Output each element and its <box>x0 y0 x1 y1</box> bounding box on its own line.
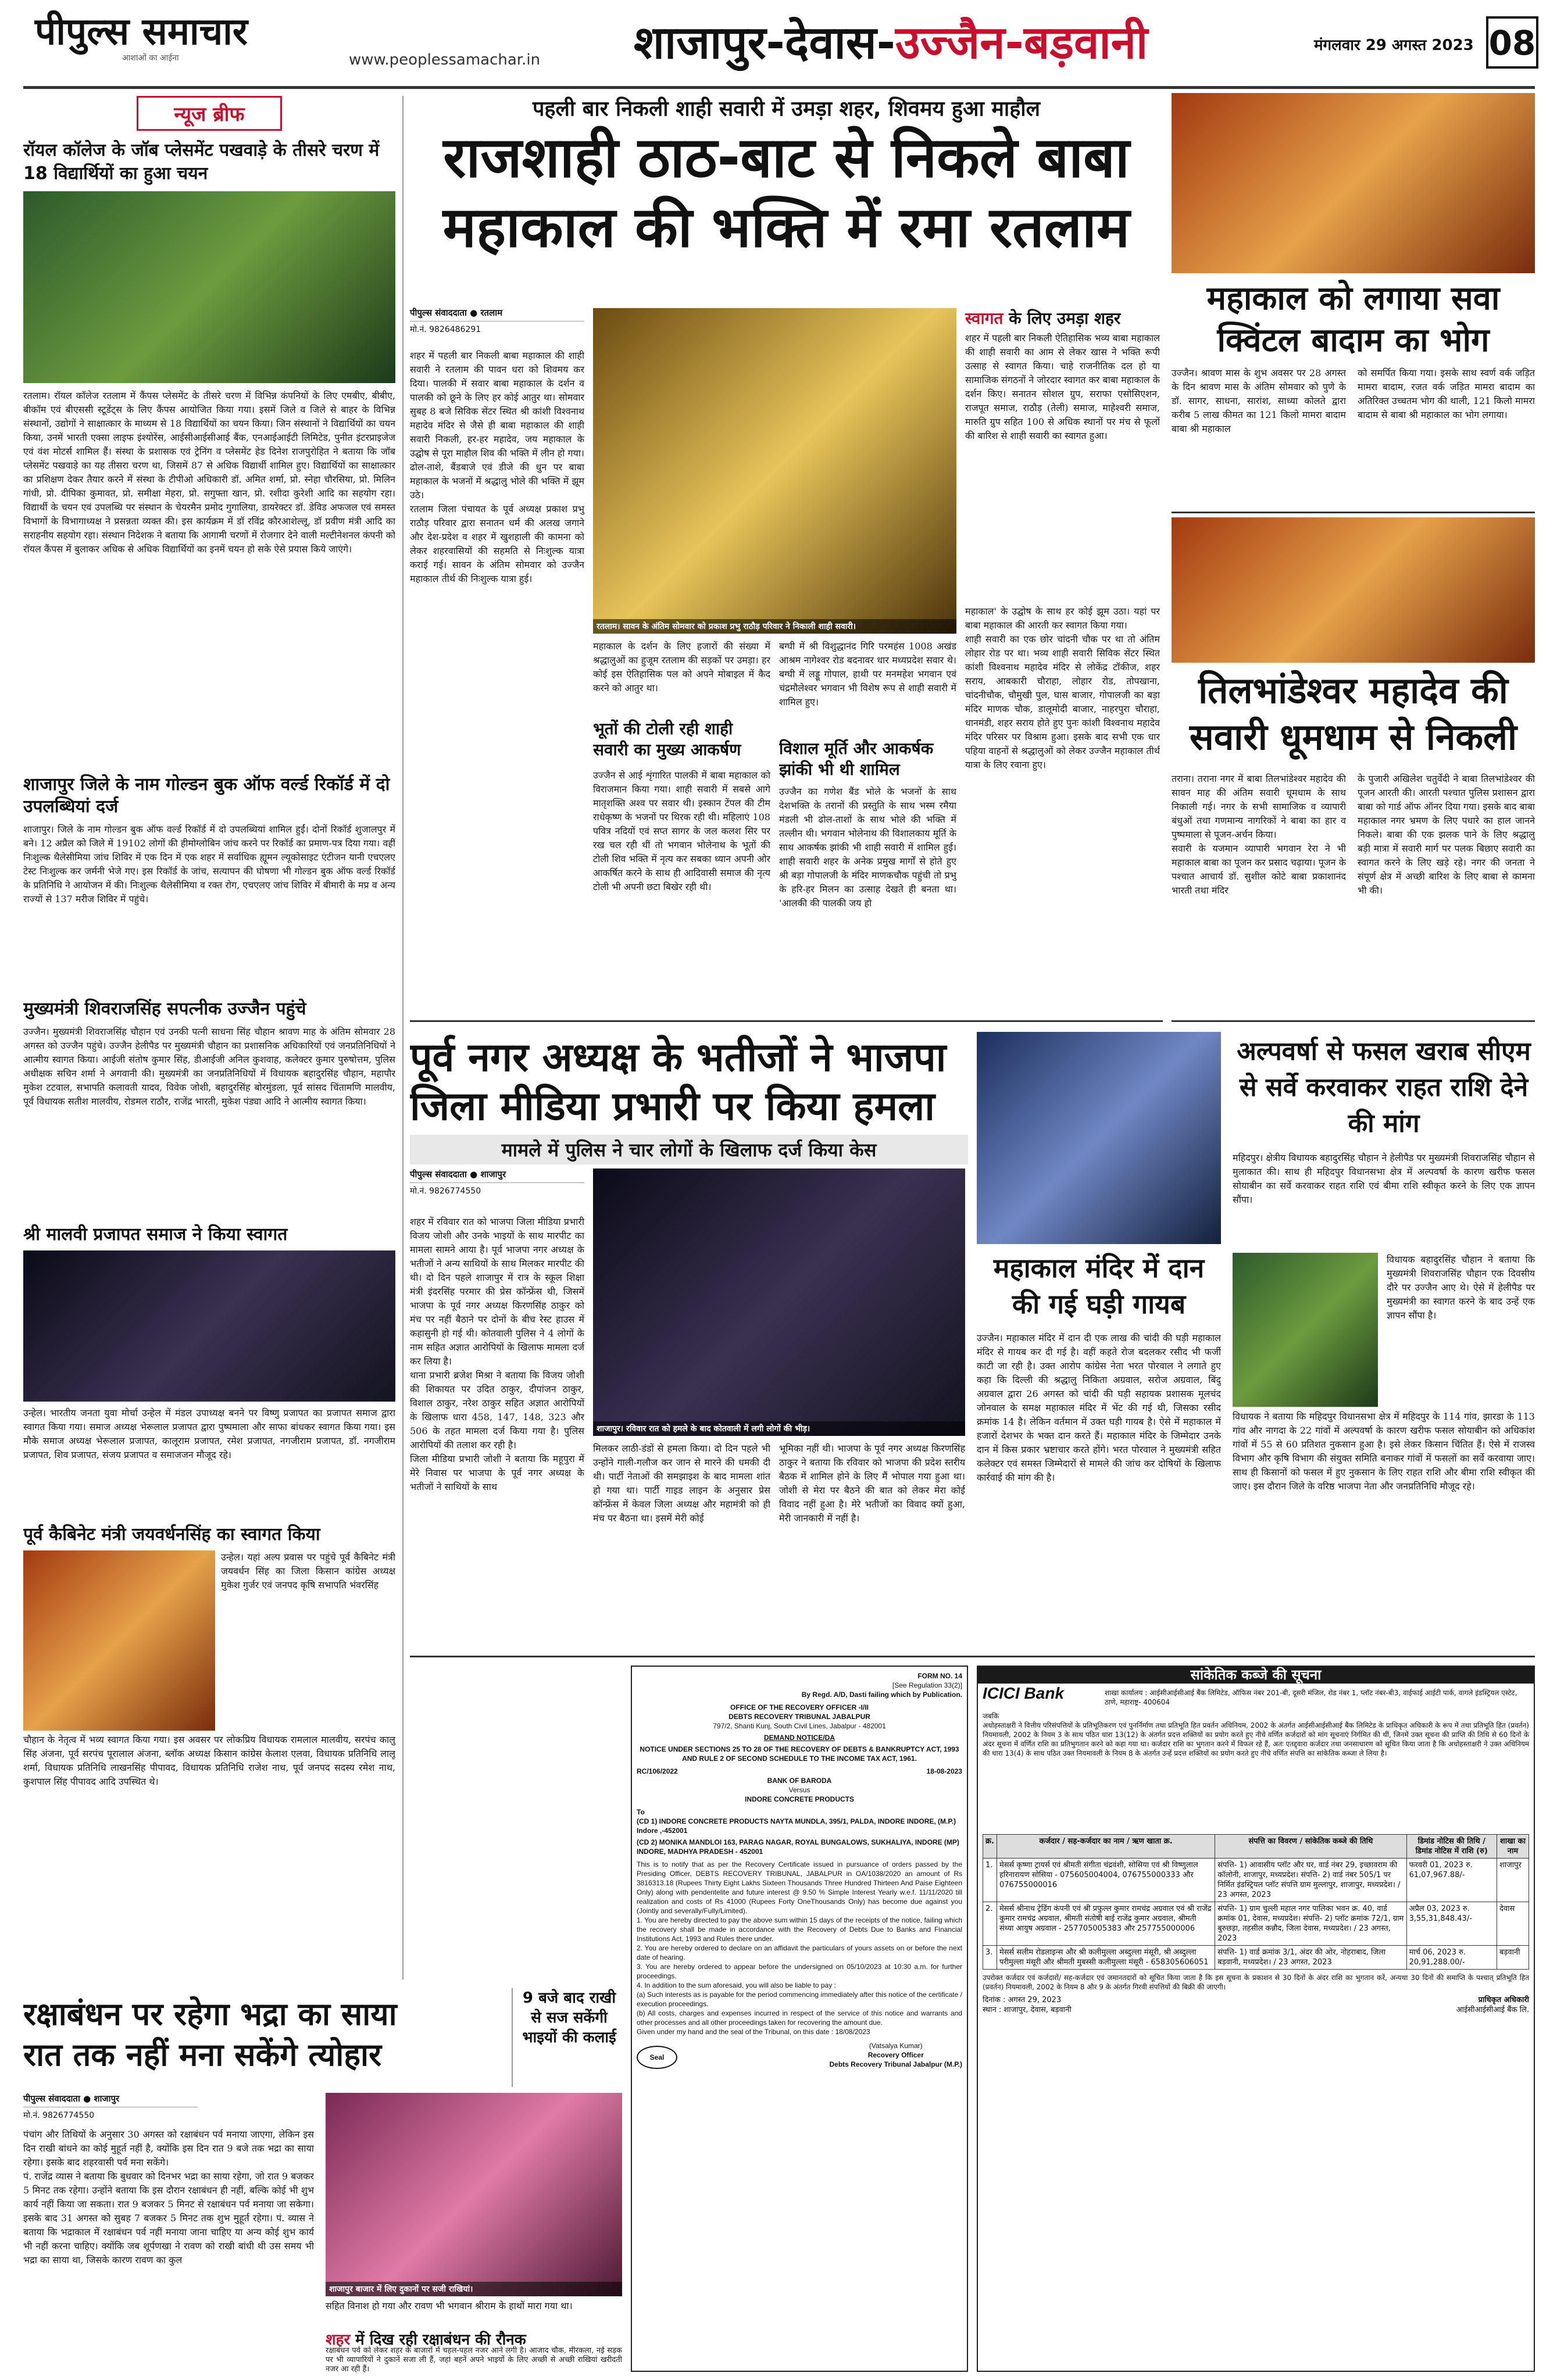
raksha-byline <box>23 2093 198 2121</box>
lead-col-3: महाकाल के दर्शन के लिए हजारों की संख्या में श्रद्धालुओं का हुजूम रतलाम की सड़कों पर उमड़ा। हर कोई इस ऐतिहासिक पल को अपने मोबाइल में कैद करने को आतुर था। <box>593 641 770 694</box>
lead-photo-caption: रतलाम। सावन के अंतिम सोमवार को प्रकाश प्रभु राठौड़ परिवार ने निकाली शाही सवारी। <box>593 619 956 634</box>
icici-logo: ICICI Bank <box>983 1684 1065 1702</box>
raksha-body: पंचांग और तिथियों के अनुसार 30 अगस्त को रक्षाबंधन पर्व मनाया जाएगा, लेकिन इस दिन राखी बांधने का कोई मुहूर्त नहीं है, क्योंकि इस दिन रात 9 बजे तक भद्रा का साया रहेगा। इसके बाद शहरवासी पर्व मना सकेंगे। पं. राजेंद्र व्यास ने बताया कि बुधवार को दिनभर भद्रा का साया रहेगा, जो रात 9 बजकर 5 मिनट तक रहेगा। उन्होंने बताया कि इस दौरान रक्षाबंधन ही नहीं, बल्कि कोई भी शुभ कार्य नहीं किया जा सकता। रात 9 बजकर 5 मिनट से रक्षाबंधन पर्व मनाया जा सकेगा। इसके बाद 31 अगस्त को सुबह 7 बजकर 5 मिनट तक शुभ मुहूर्त रहेगा। पं. व्यास ने बताया कि भद्राकाल में रक्षाबंधन पर्व नहीं मनाया जाना चाहिए या अन्य कोई शुभ कार्य भी नहीं करना चाहिए। क्योंकि जब शूर्पणखा ने रावण को राखी बांधी थी उस समय भी भद्रा का साया था, जिसके कारण रावण का कुल <box>23 2129 314 2265</box>
raksha-body-b: सहित विनाश हो गया और रावण भी भगवान श्रीराम के हाथों मारा गया था। <box>326 2300 573 2311</box>
lead-col-4: बग्घी में श्री विशुद्धानंद गिरि परमहंस 1008 अखंड आश्रम नागेश्वर रोड बदनावर धार मध्यप्रदेश सवार थे। बग्घी में लड्डू गोपाल, हाथी पर मनमहेश भगवान एवं चंद्रमौलेश्वर भगवान भी विशेष रूप से शाही सवारी में शामिल हुए। <box>779 641 956 707</box>
right-bottom-rule <box>1172 1020 1535 1022</box>
icici-notice <box>977 1666 1535 2372</box>
tilbhandeshwar-body-a: तराना। तराना नगर में बाबा तिलभांडेश्वर महादेव की सावन माह की अंतिम सवारी धूमधाम के साथ निकाली गई। नगर के सभी सामाजिक व व्यापारी बंधुओं तथा गणमान्य नागरिकों ने बाबा का हार व पुष्पमाला से पूजन-अर्चन किया। सवारी के यजमान व्यापारी भगवान रेरा ने भी महाकाल बाबा का पूजन कर प्रसाद चढ़ाया। पूजन के पश्चात आचार्य डॉ. सुशील कोटे बाबा प्रकाशानंद भारती तथा मंदिर <box>1172 773 1346 896</box>
lead-side-kicker: स्वागत <box>965 309 1004 328</box>
raksha-byline-text: पीपुल्स संवाददाता ● शाजापुर <box>23 2093 120 2104</box>
brief-3-headline: मुख्यमंत्री शिवराजसिंह सपत्नीक उज्जैन पहुंचे <box>23 999 306 1019</box>
brief-4-body: उन्हेल। भारतीय जनता युवा मोर्चा उन्हेल में मंडल उपाध्यक्ष बनने पर विष्णु प्रजापत का प्रजापत समाज द्वारा स्वागत किया गया। समाज अध्यक्ष भेरूलाल प्रजापत द्वारा पुष्पमाला और साफा बांधकर स्वागत किया गया। इस मौके समाज अध्यक्ष भेरूलाल प्रजापत, कालूराम प्रजापत, रमेश प्रजापत, नगजीराम प्रजापत, डॉ. नगजीराम प्रजापत, शिव प्रजापत, संजय प्रजापत व समाजजन मौजूद रहे। <box>23 1407 395 1460</box>
lead-bottom-rule <box>410 1020 1163 1022</box>
crop-body-c: विधायक ने बताया कि महिदपुर विधानसभा क्षेत्र में महिदपुर के 114 गांव, झारडा के 113 गांव और नागदा के 22 गांवों में अल्पवर्षा के कारण खरीफ फसल सोयाबीन को अधिकांश गांवों में 55 से 60 प्रतिशत नुकसान हुआ है। इसे लेकर किसान चिंतित हैं। ऐसे में राजस्व विभाग और कृषि विभाग की संयुक्त समिति बनाकर गांवों में फसलों का सर्वे करवाया जाए। साथ ही किसानों को फसल में हुए नुकसान के लिए राहत राशि और बीमा राशि स्वीकृत की जाए। इस दौरान जिले के वरिष्ठ भाजपा नेता और जनप्रतिनिधि मौजूद रहे। <box>1233 1411 1535 1492</box>
brief-1-body: रतलाम। रॉयल कॉलेज रतलाम में कैंपस प्लेसमेंट के तीसरे चरण में विभिन्न कंपनियों के लिए एमबीए, बीबीए, बीकॉम एवं बीएससी स्टूडेंट्स के लिए कैंपस आयोजित किया गया। इसमें जिले व जिले से बाहर के विभिन्न संस्थानों, उद्योगों ने साक्षात्कार के माध्यम से 18 विद्यार्थियों का चयन किया। जिन संस्थानों ने विद्यार्थियों का चयन किया, उनमें भारती एक्सा लाइफ इंश्योरेंस, आईसीआईसीआई बैंक, एनआईआईटी लिमिटेड, पुनीत इंटरप्राइजेज एवं वंश मोटर्स शामिल हैं। संस्था के प्रशासक एवं ट्रेनिंग व प्लेसमेंट हेड दिनेश राजपुरोहित ने बताया कि जॉब प्लेसमेंट पखवाड़े का यह तीसरा चरण था, जिसमें 87 से अधिक विद्यार्थी शामिल हुए। विद्यार्थियों का साक्षात्कार का प्रशिक्षण देकर तैयार करने में संस्था के टीपीओ अधिकारी डॉ. अमित शर्मा, प्रो. स्नेहा चौरसिया, प्रो. मिलिन गांधी, प्रो. दीपिका कुमावत, प्रो. समीक्षा मेहरा, प्रो. सगुफ्ता खान, प्रो. रशीदा कुरेशी आदि का सहयोग रहा। विद्यार्थी के चयन एवं उपलब्धि पर संस्थान के चेयरमैन प्रमोद गुगालिया, डायरेक्टर डॉ. डेविड अफजल एवं समस्त विभागों के विभागाध्यक्ष ने प्रसन्नता व्यक्त की। इस कार्यक्रम में डॉ रविंद्र कौरआशेल्लू, डॉ प्रवीण मंत्री आदि का सराहनीय सहयोग रहा। संस्थान निदेशक ने बताया कि आगामी चरणों में रोजगार देने वाली मल्टीनेशनल कंपनी को रॉयल कैंपस में बुलाकर अधिक से अधिक विद्यार्थियों का इनमें चयन हो सके ऐसे प्रयास किये जाएंगे। <box>23 390 395 555</box>
bjp-phone: मो.नं. 9826774550 <box>410 1182 584 1196</box>
lead-side-col-b: महाकाल' के उद्घोष के साथ हर कोई झूम उठा। यहां पर बाबा महाकाल की आरती कर स्वागत किया गया। शाही सवारी का एक छोर चांदनी चौक पर था तो अंतिम लोहार रोड पर था। भव्य शाही सवारी सिविक सेंटर स्थित कांशी विश्वनाथ महादेव मंदिर से लोकेंद्र टॉकीज, शहर सराय, आबकारी चौराहा, लोहार रोड, तोपखाना, चांदनीचौक, चौमुखी पुल, घास बाजार, गोपालजी का बड़ा मंदिर माणक चौक, डालूमोदी बाजार, नाहरपुरा चौराहा, धानमंडी, शहर सराय होते हुए पुनः कांशी विश्वनाथ महादेव मंदिर परिसर पर विश्राम हुआ। इसके बाद सभी एक धार पहिया वाहनों से श्रद्धालुओं को लेकर उज्जैन महाकाल तीर्थ यात्रा के लिए रवाना हुए। <box>965 606 1160 770</box>
news-brief-column <box>23 96 395 1991</box>
brief-4-photo <box>23 1250 395 1402</box>
lead-subhead-1: भूतों की टोली रही शाही सवारी का मुख्य आकर्षण <box>593 719 741 759</box>
logo <box>35 12 279 76</box>
brief-5-headline: पूर्व कैबिनेट मंत्री जयवर्धनसिंह का स्वागत किया <box>23 1524 320 1545</box>
table-cell: 1. <box>983 1859 997 1902</box>
table-cell: 2. <box>983 1902 997 1946</box>
icici-col-header: शाखा का नाम <box>1497 1835 1529 1859</box>
lead-col-1: शहर में पहली बार निकली बाबा महाकाल की शाही सवारी ने रतलाम की पावन धरा को शिवमय कर दिया। पालकी में सवार बाबा महाकाल के दर्शन व पालकी को छूने के लिए हर कोई आतुर था। सोमवार सुबह 8 बजे सिविक सेंटर स्थित श्री कांशी विश्वनाथ महादेव मंदिर से जैसे ही बाबा महाकाल की शाही सवारी निकली, हर-हर महादेव, जय महाकाल के उद्घोष से पूरा माहौल शिव की भक्ति में लीन हो गया। ढोल-ताशे, बैंडबाजे एवं डीजे की धुन पर बाबा महाकाल के भजनों में श्रद्धालु भोले की भक्ति में झूम उठे। रतलाम जिला पंचायत के पूर्व अध्यक्ष प्रकाश प्रभु राठौड़ परिवार द्वारा सनातन धर्म की अलख जगाने और देश-प्रदेश व शहर में खुशहाली की कामना को लेकर शहरवासियों की सहमति से निःशुल्क यात्रा कराई गई। सावन के अंतिम सोमवार को उज्जैन महाकाल तीर्थ की निःशुल्क यात्रा हुई। <box>410 350 584 584</box>
drt-body: This is to notify that as per the Recovery Certificate issued in pursuance of orders passed by the Presiding Officer, DEBTS RECOVERY TRIBUNAL, JABALPUR in OA/1038/2020 an amount of Rs 3816313.18 (Rupees Thirty Eight Lakhs Sixteen Thousands Three Hundred Thirteen And Paise Eighteen Only) along with pendentelite and future interest @ 9.50 % Simple Interest Yearly w.e.f. 11/11/2020 till realization and costs of Rs 41000 (Rupees Forty OneThousands Only) has become due against you (Jointly and severally/Fully/Limited). 1. You are hereby directed to pay the above sum within 15 days of the receipts of the notice, failing which the recovery shall be made in accordance with the Recovery of Debts Due to Banks and Financial Institutions Act, 1993 and Rules there under. 2. You are hereby ordered to declare on an affidavit the particulars of yours assets on or before the next date of hearing. 3. You are hereby ordered to appear before the undersigned on 05/10/2023 at 10:30 a.m. for further proceedings. 4. In addition to the sum aforesaid, you will also be liable to pay : (a) Such interests as is payable for the period commencing immediately after this notice of the certificate / execution proceedings. (b) All costs, charges and expenses incurred in respect of the service of this notice and warrants and other processes and all other proceedings taken for recovering the amount due. Given under my hand and the seal of the Tribunal, on this date : 18/08/2023 <box>637 1860 962 2036</box>
raksha-body-c: रक्षाबंधन पर्व को लेकर शहर के बाजारों में चहल-पहल नजर आने लगी है। आजाद चौक, मीरकला, नई सड़क पर भी व्यापारियों ने दुकानें सजा ली हैं, जहां बहनें अपने भाइयों के लिए अच्छी से अच्छी राखियां खरीदती नजर आ रही हैं। <box>326 2346 622 2374</box>
left-column-divider <box>402 96 403 1979</box>
mahakal-badam-photo <box>1172 93 1535 273</box>
drt-address: 797/2, Shanti Kunj, South Civil Lines, Jabalpur - 482001 <box>713 1722 886 1730</box>
drt-bank: BANK OF BARODA <box>767 1777 832 1785</box>
bjp-col-1: शहर में रविवार रात को भाजपा जिला मीडिया प्रभारी विजय जोशी और उनके भाइयों के साथ मारपीट का मामला सामने आया है। पूर्व भाजपा नगर अध्यक्ष के भतीजों ने अन्य साथियों के साथ मिलकर मारपीट की थी। दो दिन पहले शाजापुर में रात्र के स्कूल शिक्षा मंत्री इंदरसिंह परमार की प्रेस कॉन्फ्रेंस थी, जिसमें भाजपा के पूर्व नगर अध्यक्ष किरणसिंह ठाकुर को मंच पर नहीं बैठाने पर दोनों के बीच रेस्ट हाउस में कहासुनी हो गई थी। कोतवाली पुलिस ने 4 लोगों के नाम सहित अज्ञात आरोपियों के खिलाफ मामला दर्ज कर लिया है। थाना प्रभारी ब्रजेश मिश्रा ने बताया कि विजय जोशी की शिकायत पर उदित ठाकुर, दीपांजन ठाकुर, विशाल ठाकुर, नरेश ठाकुर सहित अज्ञात आरोपियों के खिलाफ धारा 458, 147, 148, 323 और 506 के तहत मामला दर्ज किया गया है। पुलिस आरोपियों की तलाश कर रही है। जिला मीडिया प्रभारी जोशी ने बताया कि महूपुरा में मेरे निवास पर भाजपा के पूर्व नगर अध्यक्ष के भतीजों ने साथियों के साथ <box>410 1216 584 1492</box>
brief-2-body: शाजापुर। जिले के नाम गोल्डन बुक ऑफ वर्ल्ड रिकॉर्ड में दो उपलब्धियां शामिल हुईं। दोनों रिकॉर्ड शुजालपुर में बने। 12 अप्रैल को जिले में 19102 लोगों की हीमोग्लोबिन जांच करने पर रिकॉर्ड का प्रमाण-पत्र दिया गया। वहीं निःशुल्क थैलेसीमिया जांच शिविर में एक दिन में एक शहर में सर्वाधिक ह्यूमन ल्यूकोसाइट एंटीजन यानी एचएलए टेस्ट निःशुल्क कर जर्मनी भेजे गए। इस रिकॉर्ड के जांच, सत्यापन की घोषणा भी गोल्डन बुक ऑफ वर्ल्ड रिकॉर्ड के प्रतिनिधि ने आयोजन में की। निःशुल्क थैलेसीमिया व रक्त रोग, एचएलए जांच शिविर में बीमारी के मप्र व अन्य राज्यों से 137 मरीज शिविर में पहुंचे। <box>23 824 395 905</box>
bjp-col-2: मिलकर लाठी-डंडों से हमला किया। दो दिन पहले भी उन्होंने गाली-गलौज कर जान से मारने की धमकी दी थी। पार्टी नेताओं की समझाइश के बाद मामला शांत हो गया था। पार्टी गाइड लाइन के अनुसार प्रेस कॉन्फ्रेंस में केवल जिला अध्यक्ष और महामंत्री को ही मंच पर बैठना था। इसमें मेरी कोई <box>593 1443 770 1524</box>
drt-regd: By Regd. A/D, Dasti failing which by Publication. <box>801 1691 962 1699</box>
tilbhandeshwar-photo <box>1172 517 1535 663</box>
icici-place: स्थान : शाजापुर, देवास, बड़वानी <box>983 2006 1072 2014</box>
drt-notice <box>631 1666 968 2372</box>
drt-to: To <box>637 1808 645 1816</box>
lead-kicker: पहली बार निकली शाही सवारी में उमड़ा शहर, शिवमय हुआ माहौल <box>532 97 1041 121</box>
lead-byline-text: पीपुल्स संवाददाता ● रतलाम <box>410 308 503 318</box>
table-cell: संपत्ति- 1) ग्राम चुल्ली महाल नगर पालिका भवन क्र. 40, वार्ड क्रमांक 01, देवास, मध्यप्रदेश। संपत्ति- 2) प्लॉट क्रमांक 72/1, ग्राम बुरुछड़ा, तहसील कन्नौद, जिला देवास, मध्यप्रदेश। / 23 अगस्त, 2023 <box>1215 1902 1406 1946</box>
bjp-photo <box>593 1168 965 1436</box>
lead-side-headline <box>965 307 1160 329</box>
lead-side-col-a: शहर में पहली बार निकली ऐतिहासिक भव्य बाबा महाकाल की शाही सवारी का आम से लेकर खास ने भक्ति रूपी उत्साह से स्वागत किया। चाहे राजनीतिक दल हो या सामाजिक संगठनों ने जोरदार स्वागत कर बाबा महाकाल के दर्शन किए। सनातन सोशल ग्रुप, सराफा एसोसिएशन, राजपूत समाज, राठौड़ (तेली) समाज, माहेश्वरी समाज, मारुति ग्रुप सहित 100 से अधिक स्थानों पर मंच से फूलों की बारिश से शाही सवारी का स्वागत हुआ। <box>965 333 1160 441</box>
table-cell: बड़वानी <box>1497 1946 1529 1970</box>
table-cell: 3. <box>983 1946 997 1970</box>
icici-col-header: डिमांड नोटिस की तिथि / डिमांड नोटिस में राशि (रु) <box>1406 1835 1497 1859</box>
drt-defendant: INDORE CONCRETE PRODUCTS <box>744 1795 854 1803</box>
drt-office-2: DEBTS RECOVERY TRIBUNAL JABALPUR <box>728 1713 870 1721</box>
icici-col-header: क्र. <box>983 1835 997 1859</box>
bjp-byline <box>410 1168 584 1196</box>
table-cell: मार्च 06, 2023 रु. 20,91,288.00/- <box>1406 1946 1497 1970</box>
brief-1-headline: रॉयल कॉलेज के जॉब प्लेसमेंट पखवाड़े के तीसरे चरण में 18 विद्यार्थियों का हुआ चयन <box>23 140 380 184</box>
bjp-col-3: भूमिका नहीं थी। भाजपा के पूर्व नगर अध्यक्ष किरणसिंह ठाकुर ने बताया कि रविवार को भाजपा की प्रदेश स्तरीय बैठक में शामिल होने के लिए मैं भोपाल गया हुआ था। जोशी से मेरा पर बैठने की बात को लेकर मेरा कोई विवाद नहीं हुआ है। मेरे भतीजों का विवाद क्यों हुआ, मेरी जानकारी में नहीं है। <box>779 1443 965 1524</box>
drt-rule: [See Regulation 33(2)] <box>892 1681 962 1689</box>
table-row <box>983 1946 1529 1970</box>
table-cell: संपत्ति- 1) आवासीय प्लॉट और घर, वार्ड नंबर 29, इच्छावराम की कॉलोनी, शाजापुर, मध्यप्रदेश। संपत्ति- 2) वार्ड नंबर 505/1 पर निर्मित इंडस्ट्रियल प्लॉट संपत्ति ग्राम मुल्लापुर, शाजापुर, मध्यप्रदेश। / 23 अगस्त, 2023 <box>1215 1859 1406 1902</box>
crop-headline: अल्पवर्षा से फसल खराब सीएम से सर्वे करवाकर राहत राशि देने की मांग <box>1237 1037 1531 1138</box>
lead-byline <box>410 307 584 335</box>
edition-title-part1: शाजापुर-देवास- <box>634 17 895 69</box>
raksha-photo-caption: शाजापुर बाजार में लिए दुकानों पर सजी राखियां। <box>326 2282 622 2296</box>
icici-signer: प्राधिकृत अधिकारी <box>1478 1996 1529 2004</box>
raksha-subhead-kicker: शहर <box>326 2331 351 2349</box>
bjp-headline-2: जिला मीडिया प्रभारी पर किया हमला <box>410 1084 935 1130</box>
raksha-side-box: 9 बजे बाद राखी से सज सकेंगी भाइयों की कलाई <box>512 1988 622 2087</box>
issue-date: मंगलवार 29 अगस्त 2023 <box>1314 37 1474 54</box>
crop-body-b: विधायक बहादुरसिंह चौहान ने बताया कि मुख्यमंत्री शिवराजसिंह चौहान एक दिवसीय दौरे पर उज्जैन आए थे। ऐसे में हेलीपैड पर मुख्यमंत्री का स्वागत करने के बाद उन्हें एक ज्ञापन सौंपा है। <box>1387 1254 1535 1321</box>
site-url[interactable]: www.peoplessamachar.in <box>349 51 541 69</box>
table-row <box>983 1902 1529 1946</box>
masthead-rule <box>23 86 1535 89</box>
drt-rc: RC/106/2022 <box>637 1767 678 1775</box>
table-cell: अप्रैल 03, 2023 रु. 3,55,31,848.43/- <box>1406 1902 1497 1946</box>
raksha-photo <box>326 2093 622 2296</box>
lead-photo <box>593 308 956 634</box>
masthead <box>0 0 1557 87</box>
clock-headline: महाकाल मंदिर में दान की गई घड़ी गायब <box>993 1252 1205 1320</box>
page-number: 08 <box>1486 16 1538 69</box>
lead-side-kicker-rest: के लिए उमड़ा शहर <box>1003 309 1121 328</box>
icici-intro: जबकि अधोहस्ताक्षरी ने वित्तीय परिसंपत्तियों के प्रतिभूतिकरण एवं पुनर्निर्माण तथा प्रतिभूति हित प्रवर्तन अधिनियम, 2002 के अंतर्गत आईसीआईसीआई बैंक लिमिटेड के प्राधिकृत अधिकारी के रूप में तथा प्रतिभूति हित (प्रवर्तन) नियमावली, 2002 के नियम 3 के साथ पठित धारा 13(12) के अंतर्गत प्रदत्त शक्तियों का प्रयोग करते हुए नीचे वर्णित कर्जदारों को मांग सूचनाएं निर्गमित की थीं, जिनमें उक्त सूचना की प्राप्ति की तिथि से 60 दिनों के अंदर सूचना में वर्णित राशि का प्रतिभुगतान करने को कहा गया था। कर्जदार राशि का भुगतान करने में विफल रहे हैं, अतः एतद्द्वारा कर्जदार तथा जनसाधारण को सूचित किया जाता है कि अधोहस्ताक्षरी ने उक्त अधिनियम की धारा 13(4) के साथ पठित उक्त नियमावली के नियम 8 के अंतर्गत उन्हें प्रदत्त शक्तियों का प्रयोग करते हुए नीचे वर्णित संपत्ति का सांकेतिक कब्जा ले लिया है। <box>983 1712 1529 1757</box>
bjp-byline-text: पीपुल्स संवाददाता ● शाजापुर <box>410 1169 506 1180</box>
raksha-phone: मो.नं. 9826774550 <box>23 2107 198 2121</box>
brief-5-photo <box>23 1550 215 1731</box>
drt-seal: Seal <box>637 2046 677 2069</box>
table-cell: फरवरी 01, 2023 रु. 61,07,967.88/- <box>1406 1859 1497 1902</box>
drt-rc-date: 18-08-2023 <box>926 1767 962 1775</box>
icici-footer: उपरोक्त कर्जदार एवं कर्जदारों/ सह-कर्जदार एवं जमानतदारों को सूचित किया जाता है कि इस सूचना के प्रकाशन से 30 दिनों के अंदर राशि का भुगतान करें, अन्यथा 30 दिनों की समाप्ति के पश्चात् प्रतिभूति हित (प्रवर्तन) नियमावली, 2002 के नियम 8 और 9 के अंतर्गत गिरवी संपत्तियों की बिक्री की जाएगी। <box>983 1974 1529 1991</box>
brief-4-headline: श्री मालवी प्रजापत समाज ने किया स्वागत <box>23 1224 288 1245</box>
drt-form-no: FORM NO. 14 <box>917 1672 962 1680</box>
news-brief-label: न्यूज ब्रीफ <box>137 96 282 131</box>
lead-headline-2: महाकाल की भक्ति में रमा रतलाम <box>442 195 1130 260</box>
badam-body-b: को समर्पित किया गया। इसके साथ स्वर्ण वर्क जड़ित मामरा बादाम, रजत वर्क जड़ित मामरा बादाम का अतिरिक्त उच्चतम भोग की थाली, 121 किलो मामरा बादाम से बाबा श्री महाकाल का भोग लगाया। <box>1358 367 1535 420</box>
icici-col-header: कर्जदार / सह-कर्जदार का नाम / ऋण खाता क्र. <box>997 1835 1215 1859</box>
icici-header: सांकेतिक कब्जे की सूचना <box>978 1667 1534 1684</box>
clock-photo <box>977 1032 1221 1244</box>
table-cell: मेसर्स श्रीनाथ ट्रेडिंग कंपनी एवं श्री प्रफुल्ल कुमार रामचंद्र अग्रवाल एवं श्री राजेंद्र कुमार रामचंद्र अग्रवाल, श्रीमती संतोषी बाई राजेंद्र कुमार अग्रवाल, श्रीमती संध्या आयुष अग्रवाल - 257705005383 और 257755000006 <box>997 1902 1215 1946</box>
lead-headline-1: राजशाही ठाठ-बाट से निकले बाबा <box>443 125 1130 190</box>
table-cell: देवास <box>1497 1902 1529 1946</box>
logo-tagline: आशाओं का आईना <box>122 53 179 63</box>
drt-signer-title: Recovery Officer <box>867 2051 924 2059</box>
icici-table <box>983 1834 1529 1970</box>
drt-versus: Versus <box>788 1786 810 1794</box>
drt-title: DEMAND NOTICE/DA <box>764 1734 835 1742</box>
clock-body: उज्जैन। महाकाल मंदिर में दान दी एक लाख की चांदी की घड़ी महाकाल मंदिर से गायब कर दी गई है। वहीं कहते रोज बदलकर रसीद भी फर्जी काटी जा रही है। उक्त आरोप कांग्रेस नेता भरत पोरवाल ने लगाते हुए कहा कि दिल्ली की श्रद्धालु निकिता अग्रवाल, सरोज अग्रवाल, बिंदु अग्रवाल द्वारा 26 अगस्त को चांदी की घड़ी सहायक प्रशासक मूलचंद जोनवाल के समक्ष महाकाल मंदिर में भेंट की गई थी, जिसका रसीद क्रमांक 14 है। लेकिन वर्तमान में उक्त घड़ी गायब है। ऐसे में महाकाल में हजारों देशभर के भक्त दान करते हैं। महाकाल मंदिर के जिम्मेदार उनके दान में किस प्रकार भ्रष्टाचार करते होंगे। भरत पोरवाल ने मुख्यमंत्री सहित कलेक्टर एवं समस्त जिम्मेदारों से मामले की जांच कर दोषियों के खिलाफ कार्रवाई की मांग की है। <box>977 1332 1221 1483</box>
brief-3-body: उज्जैन। मुख्यमंत्री शिवराजसिंह चौहान एवं उनकी पत्नी साधना सिंह चौहान श्रावण माह के अंतिम सोमवार 28 अगस्त को उज्जैन पहुंचे। उज्जैन हेलीपैड पर मुख्यमंत्री चौहान का प्रशासनिक अधिकारियों एवं जनप्रतिनिधियों ने आत्मीय स्वागत किया। आईजी संतोष कुमार सिंह, डीआईजी अनिल कुशवाह, कलेक्टर कुमार पुरुषोत्तम, पुलिस अधीक्षक सचिन शर्मा ने अगवानी की। मुख्यमंत्री का जनप्रतिनिधियों में विधायक बहादुरसिंह चौहान, महापौर मुकेश टटवाल, सभापति कलावती यादव, विवेक जोशी, बहादुरसिंह बोरमुंडला, पूर्व सांसद चिंतामणि मालवीय, पूर्व विधायक सतीश मालवीय, रोडमल राठौर, राजेंद्र भारती, मुकेश पंड्या आदि ने आत्मीय स्वागत किया। <box>23 1026 395 1107</box>
table-cell: शाजापुर <box>1497 1859 1529 1902</box>
logo-text: पीपुल्स समाचार <box>35 10 248 53</box>
mid-bottom-rule <box>410 1656 1535 1657</box>
badam-rule <box>1172 512 1535 513</box>
brief-2-headline: शाजापुर जिले के नाम गोल्डन बुक ऑफ वर्ल्ड रिकॉर्ड में दो उपलब्धियां दर्ज <box>23 774 390 817</box>
icici-branch: शाखा कार्यालय : आईसीआईसीआई बैंक लिमिटेड, ऑफिस नंबर 201-बी, दूसरी मंजिल, रोड नंबर 1, प्लॉट नंबर-बी3, वाईफाई आईटी पार्क, वागले इंडस्ट्रियल एस्टेट, ठाणे, महाराष्ट्र- 400604 <box>1105 1689 1517 1706</box>
lead-subhead-2: विशाल मूर्ति और आकर्षक झांकी भी थी शामिल <box>779 739 934 779</box>
badam-headline: महाकाल को लगाया सवा क्विंटल बादाम का भोग <box>1206 280 1500 359</box>
bjp-photo-caption: शाजापुर। रविवार रात को हमले के बाद कोतवाली में लगी लोगों की भीड़। <box>593 1421 965 1436</box>
drt-signer: (Vatsalya Kumar) <box>869 2042 923 2050</box>
tilbhandeshwar-body-b: के पुजारी अखिलेश चतुर्वेदी ने बाबा तिलभांडेश्वर की पूजन आरती की। आरती पश्चात पुलिस प्रशासन द्वारा बाबा को गार्ड ऑफ ऑनर दिया गया। इसके बाद बाबा महाकाल नगर भ्रमण के लिए पधारे का हाल जानने निकले। बाबा की एक झलक पाने के लिए श्रद्धालु बड़ी मात्रा में सवारी मार्ग पर पलक बिछाए सवारी का स्वागत करने के लिए खड़े रहे। नगर की जनता ने संपूर्ण क्षेत्र में अच्छी बारिश के लिए बाबा से कामना भी की। <box>1358 773 1535 896</box>
bjp-subhead: मामले में पुलिस ने चार लोगों के खिलाफ दर्ज किया केस <box>410 1135 968 1164</box>
table-cell: संपत्ति- 1) वार्ड क्रमांक 3/1, अंदर की ओर, नोहराबाद, जिला बड़वानी, मध्यप्रदेश। / 23 अगस्त, 2023 <box>1215 1946 1406 1970</box>
brief-5-body-a: उन्हेल। यहां अल्प प्रवास पर पहुंचे पूर्व कैबिनेट मंत्री जयवर्धन सिंह का जिला किसान कांग्रेस अध्यक्ष मुकेश गुर्जर एवं जनपद कृषि सभापति भंवरसिंह <box>221 1552 395 1591</box>
drt-office-1: OFFICE OF THE RECOVERY OFFICER -I/II <box>730 1703 869 1711</box>
drt-cd1: (CD 1) INDORE CONCRETE PRODUCTS NAYTA MUNDLA, 395/1, PALDA, INDORE INDORE, (M.P.) Indore ,-452001 <box>637 1817 956 1835</box>
brief-5-body-b: चौहान के नेतृत्व में भव्य स्वागत किया गया। इस अवसर पर लोकप्रिय विधायक रामलाल मालवीय, सरपंच कालु सिंह अंजना, पूर्व सरपंच पूरालाल अंजना, ब्लॉक अध्यक्ष किसान कांग्रेस केलाश एलवा, विधायक प्रतिनिधि लालू शर्मा, विधायक प्रतिनिधि लाखनसिंह पीपावद, विधायक प्रतिनिधि राजेश नाथ, पूर्व जनपद सदस्य रमेश नाथ, कुशपाल सिंह पीपावद आदि उपस्थित थे। <box>23 1734 395 1787</box>
edition-title <box>634 14 1148 72</box>
raksha-subhead-rest: में दिख रही रक्षाबंधन की रौनक <box>350 2331 526 2349</box>
crop-body-a: महिदपुर। क्षेत्रीय विधायक बहादुरसिंह चौहान ने हेलीपैड पर मुख्यमंत्री शिवराजसिंह चौहान से मुलाकात की। साथ ही महिदपुर विधानसभा क्षेत्र में अल्पवर्षा के कारण खरीफ फसल सोयाबीन का सर्वे करवाकर राहत राशि एवं बीमा राशि स्वीकृत करने के लिए एक ज्ञापन सौंपा। <box>1233 1152 1535 1205</box>
brief-1-photo <box>23 191 395 383</box>
crop-photo <box>1233 1253 1378 1407</box>
tilbhandeshwar-headline: तिलभांडेश्वर महादेव की सवारी धूमधाम से निकली <box>1189 669 1517 758</box>
bjp-headline-1: पूर्व नगर अध्यक्ष के भतीजों ने भाजपा <box>410 1035 947 1081</box>
raksha-headline-2: रात तक नहीं मना सकेंगे त्योहार <box>23 2036 382 2073</box>
lead-phone: मो.नं. 9826486291 <box>410 321 584 335</box>
lead-col-3b: उज्जैन से आई शृंगारित पालकी में बाबा महाकाल को विराजमान किया गया। शाही सवारी में सबसे आगे मातृशक्ति अश्व पर सवार थी। इस्कान टेंपल की टीम राधेकृष्ण के भजनों पर थिरक रही थी। महिलाएं 108 पवित्र नदियों एवं सप्त सागर के जल कलश सिर पर रख चल रही थीं तो भगवान भोलेनाथ के भूतों की टोली शिव भक्ति में नृत्य कर सबका ध्यान अपनी ओर आकर्षित करने के साथ ही आदिवासी समाज की नृत्य टोली भी अपनी छटा बिखेर रही थी। <box>593 770 770 892</box>
drt-notice-line: NOTICE UNDER SECTIONS 25 TO 28 OF THE RECOVERY OF DEBTS & BANKRUPTCY ACT, 1993 AND RULE 2 OF SECOND SCHEDULE TO THE INCOME TAX ACT, 1961. <box>640 1745 959 1763</box>
lead-col-4b: उज्जैन का गणेश बैंड भोले के भजनों के साथ देशभक्ति के तरानों की प्रस्तुति के साथ भस्म रमैया मंडली भी ढोल-ताशों के साथ भोले की भक्ति में तल्लीन थी। भगवान भोलेनाथ की विशालकाय मूर्ति के साथ आकर्षक झांकी भी शाही सवारी में शामिल हुई। शाही सवारी शहर के अनेक प्रमुख मार्गों से होते हुए श्री बड़ा गोपालजी के मंदिर माणकचौक पहुंची तो प्रभु के हरि-हर मिलन का उत्साह देखते ही बनता था। 'आलकी की पालकी जय हो <box>779 786 956 909</box>
table-cell: मेसर्स कृष्णा ट्रायर्स एवं श्रीमती संगीता चंद्रवंशी, सोसिया एवं श्री विष्णुलाल हरिनारायण सोसिया - 075605004004, 076755000333 और 076755000016 <box>997 1859 1215 1902</box>
table-cell: मेसर्स सलीम रोडलाइन्स और श्री कलीमुल्ला अब्दुल्ला मंसूरी, श्री अब्दुल्ला परीमुल्ला मंसूरी और श्रीमती मुबस्सी कलीमुल्ला मंसूरी - 658305606051 <box>997 1946 1215 1970</box>
drt-signer-place: Debts Recovery Tribunal Jabalpur (M.P.) <box>829 2060 962 2068</box>
edition-title-part2: उज्जैन-बड़वानी <box>895 17 1148 69</box>
icici-date: दिनांक : अगस्त 29, 2023 <box>983 1996 1062 2004</box>
table-row <box>983 1859 1529 1902</box>
drt-cd2: (CD 2) MONIKA MANDLOI 163, PARAG NAGAR, ROYAL BUNGALOWS, SUKHALIYA, INDORE (MP) INDORE, MADHYA PRADESH - 452001 <box>637 1838 959 1856</box>
badam-body-a: उज्जैन। श्रावण मास के शुभ अवसर पर 28 अगस्त के दिन श्रावण मास के अंतिम सोमवार को पुणे के डॉ. सागर, साधना, सारांश, साध्या कोलते द्वारा करीब 5 लाख कीमत का 121 किलो मामरा बादाम बाबा श्री महाकाल <box>1172 367 1346 434</box>
icici-col-header: संपत्ति का विवरण / सांकेतिक कब्जे की तिथि <box>1215 1835 1406 1859</box>
raksha-headline-1: रक्षाबंधन पर रहेगा भद्रा का साया <box>23 1996 397 2032</box>
icici-signer-bank: आईसीआईसीआई बैंक लि. <box>1456 2006 1529 2014</box>
